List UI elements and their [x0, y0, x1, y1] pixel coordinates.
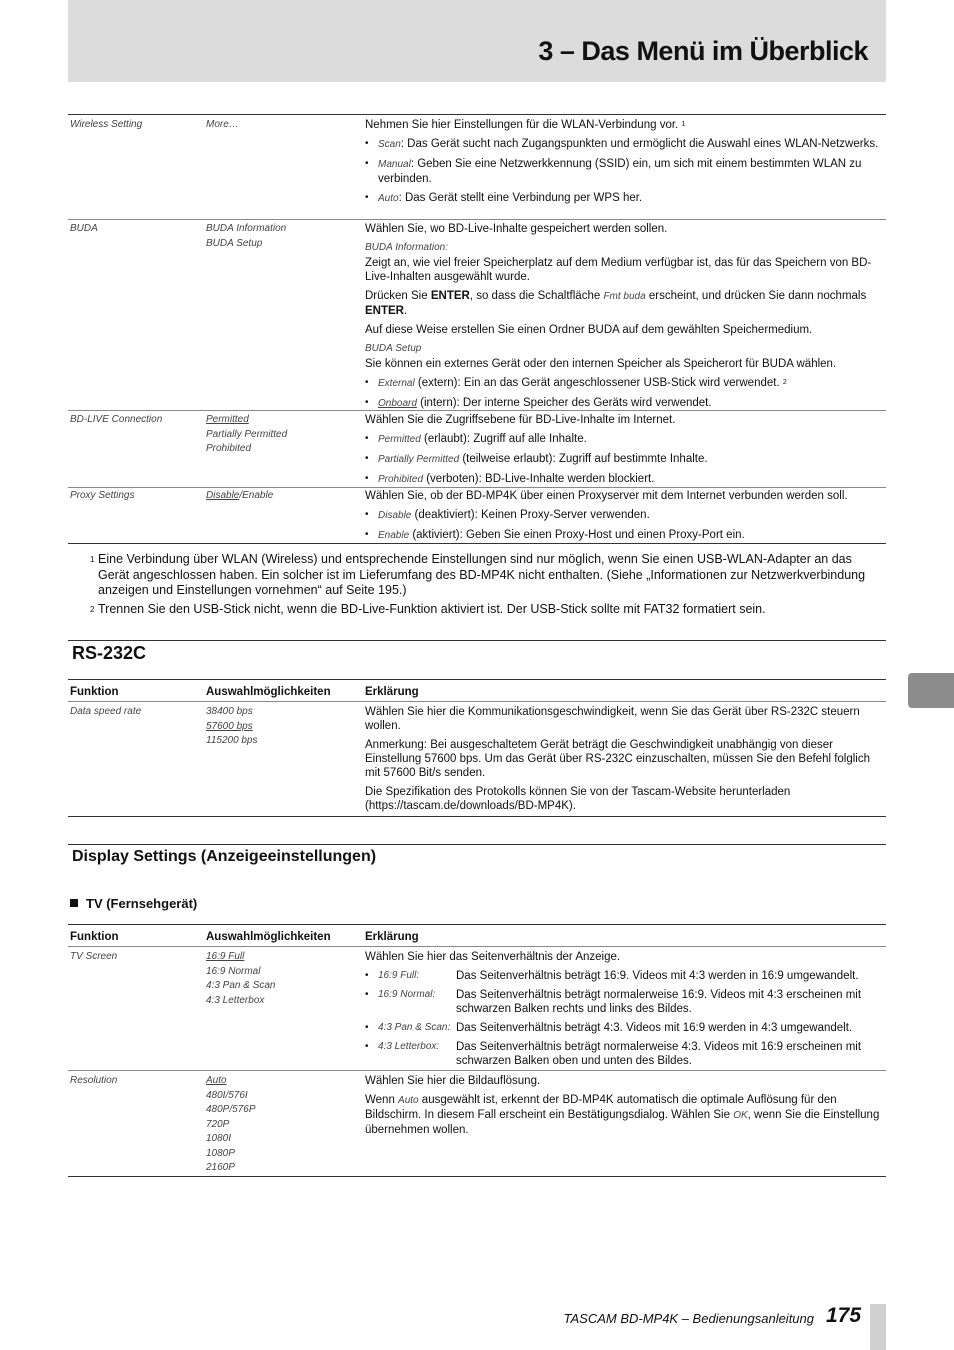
option-item: 57600 bps	[206, 720, 253, 732]
column-header: Funktion	[70, 686, 119, 698]
function-cell: Proxy Settings	[70, 490, 135, 501]
bullet-key: Auto	[378, 193, 399, 204]
option-item: More…	[206, 119, 239, 130]
footnote-ref: 1	[681, 121, 686, 128]
function-cell: Resolution	[70, 1075, 118, 1086]
chapter-header	[68, 0, 886, 82]
bullet-key: Disable	[378, 510, 412, 521]
function-cell: Data speed rate	[70, 706, 142, 717]
bullet-text: Das Seitenverhältnis beträgt 4:3. Videos mit 16:9 werden in 4:3 umgewandelt.	[456, 1022, 853, 1034]
option-item: 1080I	[206, 1133, 232, 1144]
paragraph: Wählen Sie hier die Kommunikationsgeschwindigkeit, wenn Sie das Gerät über RS-232C steuern wollen.	[365, 706, 860, 732]
bullet-key: External	[378, 378, 415, 389]
table-rule	[68, 1176, 886, 1177]
option-item: 1080P	[206, 1147, 235, 1159]
paragraph: Die Spezifikation des Protokolls können Sie von der Tascam-Website herunterladen (https://tascam.de/downloads/BD-MP4K).	[365, 786, 791, 812]
option-item: Partially Permitted	[206, 428, 288, 440]
description-text: Wählen Sie hier die Bildauflösung.	[365, 1075, 541, 1087]
options-cell	[206, 222, 356, 251]
bullet-text: (verboten): BD-Live-Inhalte werden blockiert.	[423, 473, 655, 485]
description-cell	[365, 489, 885, 548]
description-text: Wählen Sie die Zugriffsebene für BD-Live-Inhalte im Internet.	[365, 414, 676, 426]
column-header: Auswahlmöglichkeiten	[206, 686, 331, 698]
options-cell	[206, 118, 356, 133]
table-rule	[68, 924, 886, 925]
option-item: 480P/576P	[206, 1104, 256, 1115]
option-item: Disable	[206, 490, 240, 501]
option-item: BUDA Information	[206, 223, 287, 234]
table-rule	[68, 543, 886, 544]
function-cell: BD-LIVE Connection	[70, 414, 163, 425]
option-item: 16:9 Normal	[206, 965, 261, 977]
description-cell	[365, 705, 885, 818]
column-header: Auswahlmöglichkeiten	[206, 931, 331, 943]
options-cell	[206, 950, 356, 1008]
description-cell	[365, 413, 885, 492]
bullet-key: Manual	[378, 159, 411, 170]
bullet-text: (aktiviert): Geben Sie einen Proxy-Host und einen Proxy-Port ein.	[409, 529, 745, 541]
description-cell	[365, 118, 885, 211]
table-rule	[68, 1070, 886, 1071]
bullet-key: • 16:9 Full:	[378, 970, 420, 981]
option-item: 480I/576I	[206, 1089, 248, 1101]
bullet-key: Enable	[378, 530, 410, 541]
bullet-text: Das Seitenverhältnis beträgt normalerweise 4:3. Videos mit 16:9 erscheinen mit schwarzen Balken oben und unten des Bildes.	[456, 1041, 862, 1067]
subheading: BUDA Setup	[365, 343, 422, 354]
options-cell	[206, 1074, 356, 1176]
option-item: 16:9 Full	[206, 951, 245, 962]
page-number: 175	[826, 1304, 862, 1327]
option-item: 4:3 Letterbox	[206, 994, 265, 1006]
option-item: BUDA Setup	[206, 237, 263, 249]
section-title-rs232c: RS-232C	[72, 643, 147, 663]
bullet-text: Das Seitenverhältnis beträgt normalerweise 16:9. Videos mit 4:3 erscheinen mit schwarzen Balken rechts und links des Bildes.	[456, 989, 862, 1015]
description-cell	[365, 950, 885, 1073]
paragraph: Sie können ein externes Gerät oder den internen Speicher als Speicherort für BUDA wählen.	[365, 358, 837, 370]
bullet-text: : Geben Sie eine Netzwerkkennung (SSID) ein, um sich mit einem bestimmten WLAN zu verbinden.	[378, 158, 862, 185]
bullet-text: (erlaubt): Zugriff auf alle Inhalte.	[420, 433, 587, 445]
subsection-title-tv: TV (Fernsehgerät)	[70, 896, 197, 911]
option-item: Enable	[242, 490, 274, 501]
bullet-text: : Das Gerät stellt eine Verbindung per WPS her.	[398, 192, 643, 204]
bullet-text: (extern): Ein an das Gerät angeschlossener USB-Stick wird verwendet.	[414, 377, 780, 389]
column-header: Erklärung	[365, 686, 419, 698]
footer-bar	[870, 1304, 886, 1350]
footer-manual-title: TASCAM BD-MP4K – Bedienungsanleitung	[563, 1311, 814, 1326]
bullet-text: (deaktiviert): Keinen Proxy-Server verwenden.	[411, 509, 650, 521]
description-text: Wählen Sie, ob der BD-MP4K über einen Proxyserver mit dem Internet verbunden werden soll.	[365, 490, 848, 502]
option-item: Prohibited	[206, 443, 252, 454]
option-item: 4:3 Pan & Scan	[206, 980, 276, 991]
footnote: 1 Eine Verbindung über WLAN (Wireless) und entsprechende Einstellungen sind nur möglich, wenn Sie einen USB-WLAN-Adapter an das Gerät angeschlossen haben. Ein solcher ist im Lieferumfang des BD-MP4K nicht enthalten. (Siehe „Informationen zur Netzwerkverbindung anzeigen und Einstellungen vornehmen“ auf Seite 195.)	[90, 552, 866, 597]
column-header: Erklärung	[365, 931, 419, 943]
table-rule	[68, 701, 886, 702]
paragraph: Wenn Auto ausgewählt ist, erkennt der BD-MP4K automatisch die optimale Auflösung für den Bildschirm. In diesem Fall erscheint ein Bestätigungsdialog. Wählen Sie OK, wenn Sie die Einstellung übernehmen wollen.	[365, 1094, 880, 1136]
description-cell	[365, 222, 885, 416]
option-item: 38400 bps	[206, 706, 253, 717]
table-rule	[68, 487, 886, 488]
bullet-text: (teilweise erlaubt): Zugriff auf bestimmte Inhalte.	[459, 453, 708, 465]
options-cell	[206, 413, 356, 457]
table-rule	[68, 679, 886, 680]
bullet-key: Permitted	[378, 434, 421, 445]
square-bullet-icon	[70, 899, 78, 907]
option-item: 720P	[206, 1118, 230, 1130]
table-rule	[68, 114, 886, 115]
function-cell: BUDA	[70, 223, 98, 234]
footnote-ref: 2	[782, 379, 787, 386]
bullet-key: Prohibited	[378, 474, 424, 485]
description-cell	[365, 1074, 885, 1142]
options-cell: Disable/Enable	[206, 490, 274, 501]
options-cell	[206, 705, 356, 749]
section-rule	[68, 640, 886, 641]
option-item: 115200 bps	[206, 735, 258, 746]
table-rule	[68, 410, 886, 411]
paragraph: Zeigt an, wie viel freier Speicherplatz auf dem Medium verfügbar ist, das für das Speichern von BD-Live-Inhalten ausgewählt wurde.	[365, 257, 872, 283]
chapter-title: 3 – Das Menü im Überblick	[538, 36, 868, 66]
bullet-key: Scan	[378, 139, 401, 150]
bullet-text: : Das Gerät sucht nach Zugangspunkten und ermöglicht die Auswahl eines WLAN-Netzwerks.	[400, 138, 879, 150]
table-rule	[68, 219, 886, 220]
bullet-key: • 4:3 Pan & Scan:	[378, 1022, 451, 1033]
bullet-text: (intern): Der interne Speicher des Geräts wird verwendet.	[416, 397, 712, 409]
column-header: Funktion	[70, 931, 119, 943]
option-item: 2160P	[206, 1162, 235, 1173]
table-rule	[68, 946, 886, 947]
paragraph: Auf diese Weise erstellen Sie einen Ordner BUDA auf dem gewählten Speichermedium.	[365, 324, 813, 336]
chapter-side-tab	[908, 673, 954, 708]
table-rule	[68, 816, 886, 817]
paragraph: Drücken Sie ENTER, so dass die Schaltfläche Fmt buda erscheint, und drücken Sie dann nochmals ENTER.	[365, 290, 867, 317]
bullet-text: Das Seitenverhältnis beträgt 16:9. Videos mit 4:3 werden in 16:9 umgewandelt.	[456, 970, 859, 982]
option-item: Permitted	[206, 414, 249, 425]
bullet-key: • 16:9 Normal:	[378, 989, 436, 1000]
section-rule	[68, 844, 886, 845]
paragraph: Anmerkung: Bei ausgeschaltetem Gerät beträgt die Geschwindigkeit unabhängig von dieser Einstellung 57600 bps. Um das Gerät über RS-232C einzuschalten, müssen Sie den Befehl folglich mit 57600 Bit/s senden.	[365, 739, 871, 779]
footnote: 2 Trennen Sie den USB-Stick nicht, wenn die BD-Live-Funktion aktiviert ist. Der USB-Stick sollte mit FAT32 formatiert sein.	[90, 602, 766, 616]
bullet-key: Partially Permitted	[378, 454, 460, 465]
function-cell: TV Screen	[70, 951, 118, 962]
subheading: BUDA Information:	[365, 242, 448, 253]
description-text: Wählen Sie, wo BD-Live-Inhalte gespeichert werden sollen.	[365, 223, 668, 235]
description-text: Nehmen Sie hier Einstellungen für die WLAN-Verbindung vor.	[365, 119, 679, 131]
section-title-display: Display Settings (Anzeigeeinstellungen)	[72, 848, 377, 865]
description-text: Wählen Sie hier das Seitenverhältnis der Anzeige.	[365, 951, 621, 963]
bullet-key: • 4:3 Letterbox:	[378, 1041, 440, 1052]
bullet-key: Onboard	[378, 398, 417, 409]
option-item: Auto	[206, 1075, 227, 1086]
function-cell: Wireless Setting	[70, 119, 143, 130]
